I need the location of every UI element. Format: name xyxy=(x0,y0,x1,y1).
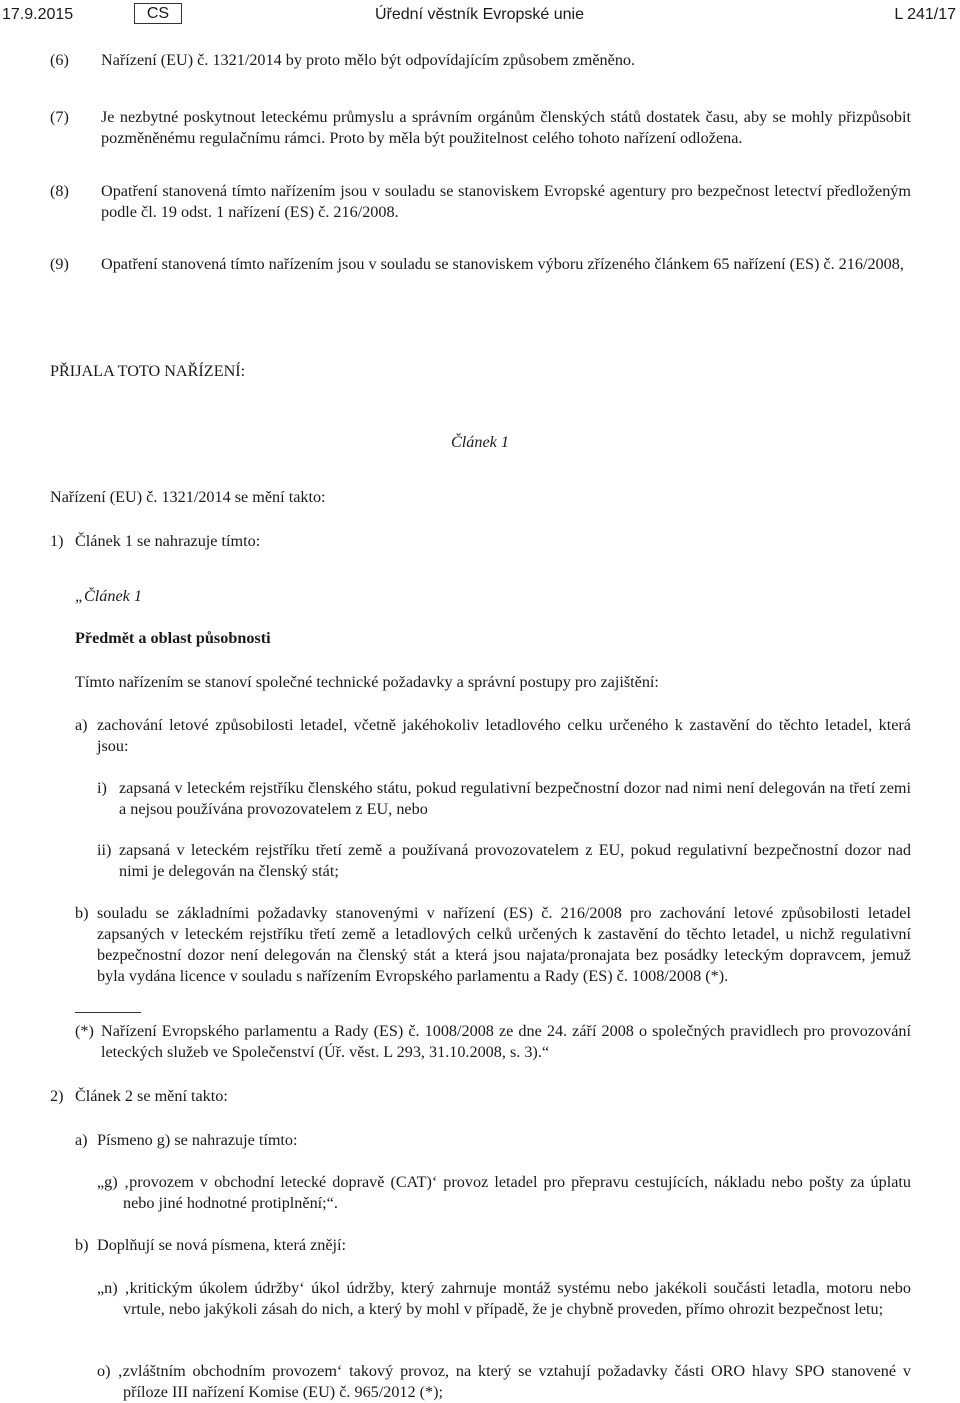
subitem-text: zapsaná v leteckém rejstříku třetí země a používaná provozovatelem z EU, pokud regulativní bezpečnostní dozor nad nimi je delegován na členský stát; xyxy=(119,841,911,880)
footnote-marker: (*) xyxy=(75,1022,94,1040)
item-text: Písmeno g) se nahrazuje tímto: xyxy=(97,1131,298,1149)
recital-text: Nařízení (EU) č. 1321/2014 by proto mělo být odpovídajícím způsobem změněno. xyxy=(101,51,636,69)
definition-o: o) ‚zvláštním obchodním provozem‘ takový provoz, na který se vztahují požadavky části ORO hlavy SPO stanovené v příloze III nařízení Komise (EU) č. 965/2012 (*); xyxy=(97,1362,911,1401)
footnote-separator xyxy=(75,1012,141,1013)
recital-text: Je nezbytné poskytnout leteckému průmyslu a správním orgánům členských států dostatek času, aby se mohly přizpůsobit pozměněnému regulačnímu rámci. Proto by měla být použitelnost celého tohoto nařízení odložena. xyxy=(101,108,911,147)
header-date: 17.9.2015 xyxy=(2,6,74,23)
recital-number: (6) xyxy=(50,51,69,69)
definition-n: „n) ‚kritickým úkolem údržby‘ úkol údržby, který zahrnuje montáž systému nebo jakékoli součásti letadla, motoru nebo vrtule, nebo jakýkoli zásah do nich, a který by mohl v případě, že je chybně proveden, přímo ohrozit bezpečnost letu; xyxy=(97,1279,911,1318)
recital-text: Opatření stanovená tímto nařízením jsou v souladu se stanoviskem Evropské agentury pro bezpečnost letectví předloženým podle čl. 19 odst. 1 nařízení (ES) č. 216/2008. xyxy=(101,182,911,221)
subitem-number: ii) xyxy=(97,841,112,859)
page-reference: L 241/17 xyxy=(894,6,956,23)
page-header xyxy=(0,2,960,26)
definition-g: „g) ‚provozem v obchodní letecké dopravě (CAT)‘ provoz letadel pro přepravu cestujících, nákladu nebo pošty za úplatu nebo jiné hodnotné protiplnění;“. xyxy=(97,1173,911,1212)
subitem-number: i) xyxy=(97,779,107,797)
quoted-article-title: Předmět a oblast působnosti xyxy=(75,629,271,647)
item-text: souladu se základními požadavky stanovenými v nařízení (ES) č. 216/2008 pro zachování letové způsobilosti letadel zapsaných v leteckém rejstříku třetí země a letadlových celků určených k zastavění do těchto letadel, u nichž regulativní bezpečnostní dozor není delegován na členský stát a která jsou najata/pronajata bez posádky leteckým dopravcem, jemuž byla vydána licence v souladu s nařízením Evropského parlamentu a Rady (ES) č. 1008/2008 (*). xyxy=(97,904,911,985)
item-text: Doplňují se nová písmena, která znějí: xyxy=(97,1236,347,1254)
item-text: zachování letové způsobilosti letadel, včetně jakéhokoliv letadlového celku určeného k zastavění do těchto letadel, která jsou: xyxy=(97,716,911,755)
point-number: 1) xyxy=(50,532,64,550)
point-text: Článek 1 se nahrazuje tímto: xyxy=(75,532,261,550)
quoted-article-lead: Tímto nařízením se stanoví společné technické požadavky a správní postupy pro zajištění: xyxy=(75,673,659,691)
footnote-text: Nařízení Evropského parlamentu a Rady (ES) č. 1008/2008 ze dne 24. září 2008 o společných pravidlech pro provozování leteckých služeb ve Společenství (Úř. věst. L 293, 31.10.2008, s. 3).“ xyxy=(101,1022,911,1061)
point-number: 2) xyxy=(50,1087,64,1105)
item-number: a) xyxy=(75,716,88,734)
point-text: Článek 2 se mění takto: xyxy=(75,1087,228,1105)
language-badge: CS xyxy=(134,3,182,24)
article-heading: Článek 1 xyxy=(451,433,509,451)
recital-number: (7) xyxy=(50,108,69,126)
item-number: b) xyxy=(75,904,89,922)
quoted-article-heading: „Článek 1 xyxy=(75,587,142,605)
item-number: b) xyxy=(75,1236,89,1254)
recital-number: (8) xyxy=(50,182,69,200)
adoption-formula: PŘIJALA TOTO NAŘÍZENÍ: xyxy=(50,362,246,380)
recital-number: (9) xyxy=(50,255,69,273)
recital-text: Opatření stanovená tímto nařízením jsou v souladu se stanoviskem výboru zřízeného článkem 65 nařízení (ES) č. 216/2008, xyxy=(101,255,904,273)
amendment-intro: Nařízení (EU) č. 1321/2014 se mění takto: xyxy=(50,488,326,506)
subitem-text: zapsaná v leteckém rejstříku členského státu, pokud regulativní bezpečnostní dozor nad nimi není delegován na třetí zemi a nejsou používána provozovatelem z EU, nebo xyxy=(119,779,911,818)
item-number: a) xyxy=(75,1131,88,1149)
journal-title: Úřední věstník Evropské unie xyxy=(375,6,584,23)
